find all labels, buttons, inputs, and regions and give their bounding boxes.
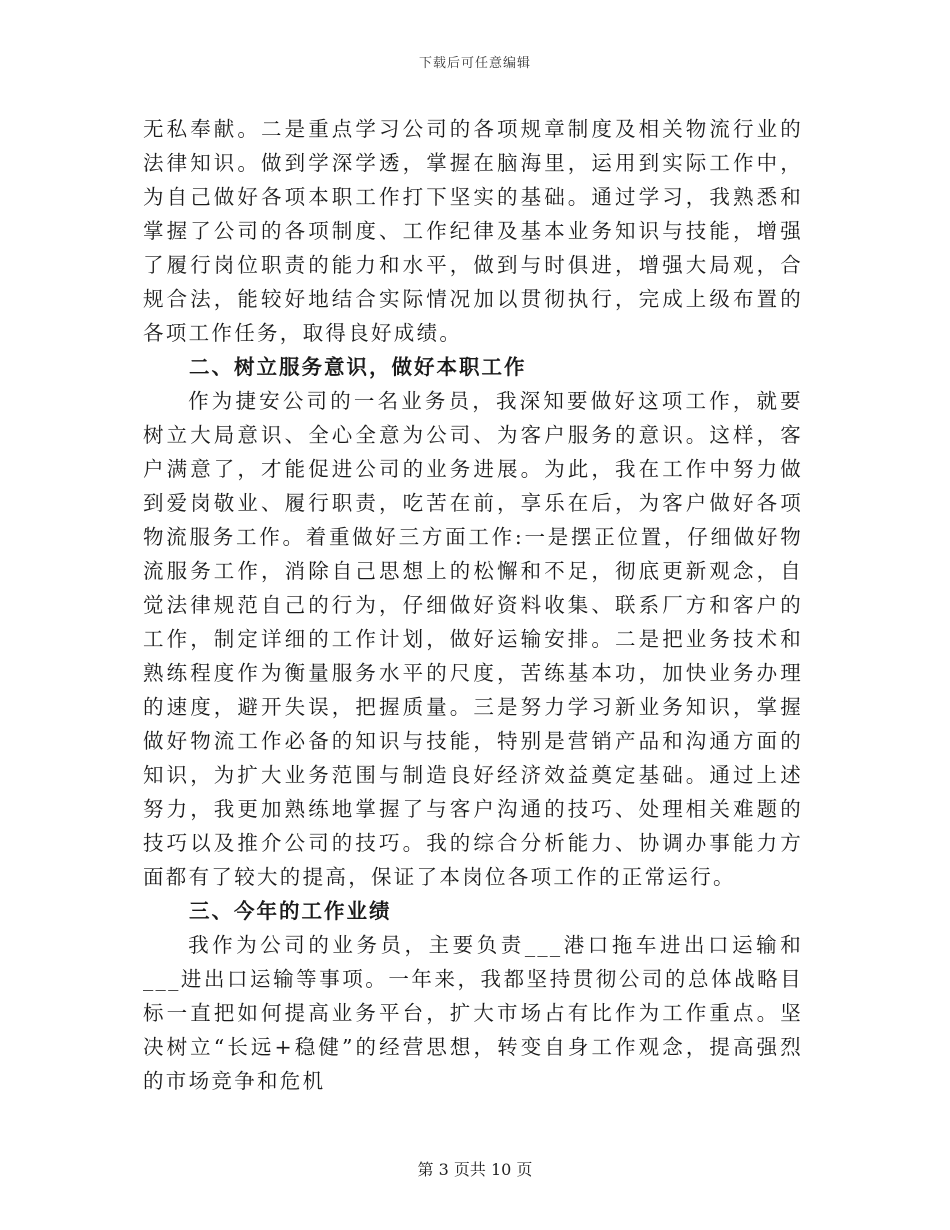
paragraph-continued: 无私奉献。二是重点学习公司的各项规章制度及相关物流行业的法律知识。做到学深学透，掌握在脑海里，运用到实际工作中，为自己做好各项本职工作打下坚实的基础。通过学习，我熟悉和掌握了公司的各项制度、工作纪律及基本业务知识与技能，增强了履行岗位职责的能力和水平，做到与时俱进，增强大局观，合规合法，能较好地结合实际情况加以贯彻执行，完成上级布置的各项工作任务，取得良好成绩。 xyxy=(143,117,803,345)
paragraph-work-performance: 我作为公司的业务员，主要负责___港口拖车进出口运输和___进出口运输等事项。一年来，我都坚持贯彻公司的总体战略目标一直把如何提高业务平台，扩大市场占有比作为工作重点。坚决树立“长远+稳健”的经营思想，转变自身工作观念，提高强烈的市场竞争和危机 xyxy=(143,933,803,1093)
section-heading-2: 二、树立服务意识，做好本职工作 xyxy=(189,355,527,379)
page-header: 下载后可任意编辑 xyxy=(418,56,531,71)
paragraph-service-awareness: 作为捷安公司的一名业务员，我深知要做好这项工作，就要树立大局意识、全心全意为公司、为客户服务的意识。这样，客户满意了，才能促进公司的业务进展。为此，我在工作中努力做到爱岗敬业、履行职责，吃苦在前，享乐在后，为客户做好各项物流服务工作。着重做好三方面工作:一是摆正位置，仔细做好物流服务工作，消除自己思想上的松懈和不足，彻底更新观念，自觉法律规范自己的行为，仔细做好资料收集、联系厂方和客户的工作，制定详细的工作计划，做好运输安排。二是把业务技术和熟练程度作为衡量服务水平的尺度，苦练基本功，加快业务办理的速度，避开失误，把握质量。三是努力学习新业务知识，掌握做好物流工作必备的知识与技能，特别是营销产品和沟通方面的知识，为扩大业务范围与制造良好经济效益奠定基础。通过上述努力，我更加熟练地掌握了与客户沟通的技巧、处理相关难题的技巧以及推介公司的技巧。我的综合分析能力、协调办事能力方面都有了较大的提高，保证了本岗位各项工作的正常运行。 xyxy=(143,389,803,889)
document-body xyxy=(143,112,803,1098)
page-number-footer: 第 3 页共 10 页 xyxy=(417,1160,533,1179)
section-heading-3: 三、今年的工作业绩 xyxy=(189,899,392,923)
